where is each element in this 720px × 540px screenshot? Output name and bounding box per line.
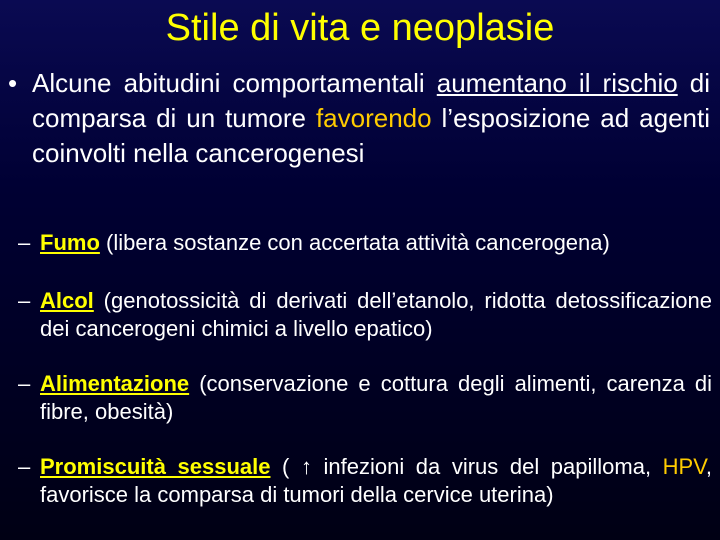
dash-symbol: – [18,230,31,255]
term-alcol: Alcol [40,288,94,313]
sub-item-fumo [18,229,712,257]
sub-item-alimentazione [18,370,712,426]
main-text-part3: l’esposizione ad agenti coinvolti nella cancerogenesi [32,103,710,168]
dash-symbol: – [18,288,31,313]
dash-symbol: – [18,371,31,396]
slide-title: Stile di vita e neoplasie [165,7,555,49]
term-fumo: Fumo [40,230,100,255]
main-text-part2: di comparsa di un tumore [32,68,711,133]
sub-item-text-before: ( ↑ infezioni da virus del papilloma, [270,454,663,479]
sub-item-text: (libera sostanze con accertata attività cancerogena) [99,230,610,255]
sub-item-promiscuita [18,453,712,509]
main-bullet [8,66,710,171]
bullet-symbol: • [8,68,18,98]
sub-item-alcol [18,287,712,343]
main-text-highlight-risk: aumentano il rischio [436,68,678,98]
term-promiscuita: Promiscuità sessuale [40,454,271,479]
sub-item-text: (conservazione e cottura degli alimenti, carenza di fibre, obesità) [40,371,712,424]
main-text-part1: Alcune abitudini comportamentali [32,68,437,98]
dash-symbol: – [18,454,31,479]
term-alimentazione: Alimentazione [40,371,190,396]
main-bullet-text [32,66,710,171]
sub-item-text: (genotossicità di derivati dell’etanolo, ridotta detossificazione dei cancerogeni chimici a livello epatico) [40,288,712,341]
main-text-highlight-favorendo: favorendo [315,103,432,133]
sub-item-text-after: , favorisce la comparsa di tumori della cervice uterina) [40,454,712,507]
hpv-highlight: HPV [662,454,706,479]
